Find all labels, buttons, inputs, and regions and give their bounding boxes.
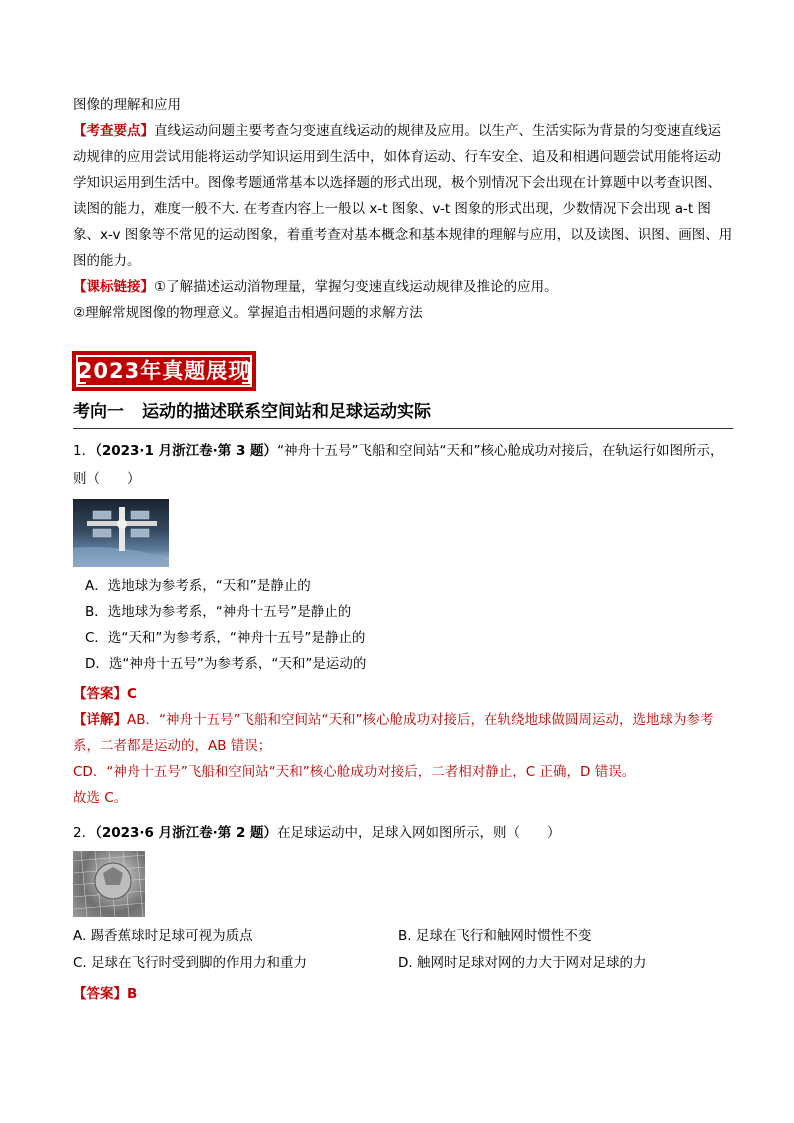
question-2-stem [73,819,733,847]
kaocha-text: 直线运动问题主要考查匀变速直线运动的规律及应用。以生产、生活实际为背景的匀变速直线运动规律的应用尝试用能将运动学知识运用到生活中，如体育运动、行车安全、追及和相遇问题尝试用能将运动学知识运用到生活中。图像考题通常基本以选择题的形式出现，极个别情况下会出现在计算题中以考查识图、读图的能力，难度一般不大. 在考查内容上一般以 x-t 图象、v-t 图象的形式出现，少数情况下会出现 a-t 图象、x-v 图象等不常见的运动图象，着重考查对基本概念和基本规律的理解与应用，以及读图、识图、画图、用图的能力。 [73,123,733,269]
document-page [73,90,733,1007]
intro-title: 图像的理解和应用 [73,97,181,113]
kebiao-text-2: ②理解常规图像的物理意义。掌握追击相遇问题的求解方法 [73,305,423,321]
section-heading [73,398,733,429]
question-2-option-a: A. 踢香蕉球时足球可视为质点 [73,928,253,944]
kaocha-label: 【考查要点】 [73,123,154,139]
answer-value: B [127,986,138,1002]
question-2-text: 在足球运动中，足球入网如图所示，则（ ） [277,825,561,841]
question-2-options [73,923,733,977]
question-1-option-c: C．选“天和”为参考系，“神舟十五号”是静止的 [85,630,366,646]
question-2-option-b: B. 足球在飞行和触网时惯性不变 [398,928,592,944]
answer-label: 【答案】 [73,686,127,702]
question-2-option-c: C. 足球在飞行时受到脚的作用力和重力 [73,955,308,971]
question-2-source: （2023·6 月浙江卷·第 2 题） [95,825,278,841]
kebiao-label: 【课标链接】 [73,279,154,295]
question-1-stem [73,437,733,493]
section-title: 运动的描述联系空间站和足球运动实际 [142,402,431,422]
question-1-text: “神舟十五号”飞船和空间站“天和”核心舱成功对接后，在轨运行如图所示，则（ ） [73,443,724,487]
space-station-icon [73,499,169,567]
question-1-option-b: B．选地球为参考系，“神舟十五号”是静止的 [85,604,352,620]
kebiao-text-1: ①了解描述运动渞物理量，掌握匀变速直线运动规律及推论的应用。 [154,279,558,295]
detail-label: 【详解】 [73,712,127,728]
kaocha-paragraph [73,118,733,274]
question-2-option-d: D. 触网时足球对网的力大于网对足球的力 [398,955,647,971]
question-1-detail-3: 故选 C。 [73,790,128,806]
question-2-number: 2． [73,825,96,841]
football-net-image [73,851,145,917]
question-1-option-a: A．选地球为参考系，“天和”是静止的 [85,578,311,594]
year-banner: 2023年真题展现 [73,352,255,390]
answer-label: 【答案】 [73,986,127,1002]
question-1-detail-2: CD．“神舟十五号”飞船和空间站“天和”核心舱成功对接后，二者相对静止，C 正确，D 错误。 [73,764,636,780]
answer-value: C [127,686,137,702]
section-label: 考向一 [73,402,124,422]
question-1-option-d: D．选“神舟十五号”为参考系，“天和”是运动的 [85,656,367,672]
football-net-icon [73,851,145,917]
kebiao-paragraph [73,274,733,300]
detail-text-1: AB．“神舟十五号”飞船和空间站“天和”核心舱成功对接后，在轨绕地球做圆周运动，选地球为参考系，二者都是运动的，AB 错误； [73,712,714,754]
question-2-answer [73,981,733,1007]
question-1-number: 1． [73,443,96,459]
space-station-image [73,499,169,567]
question-1-source: （2023·1 月浙江卷·第 3 题） [95,443,278,459]
question-1-answer [73,681,733,707]
banner-container [73,352,733,392]
question-1-detail-1 [73,707,733,759]
